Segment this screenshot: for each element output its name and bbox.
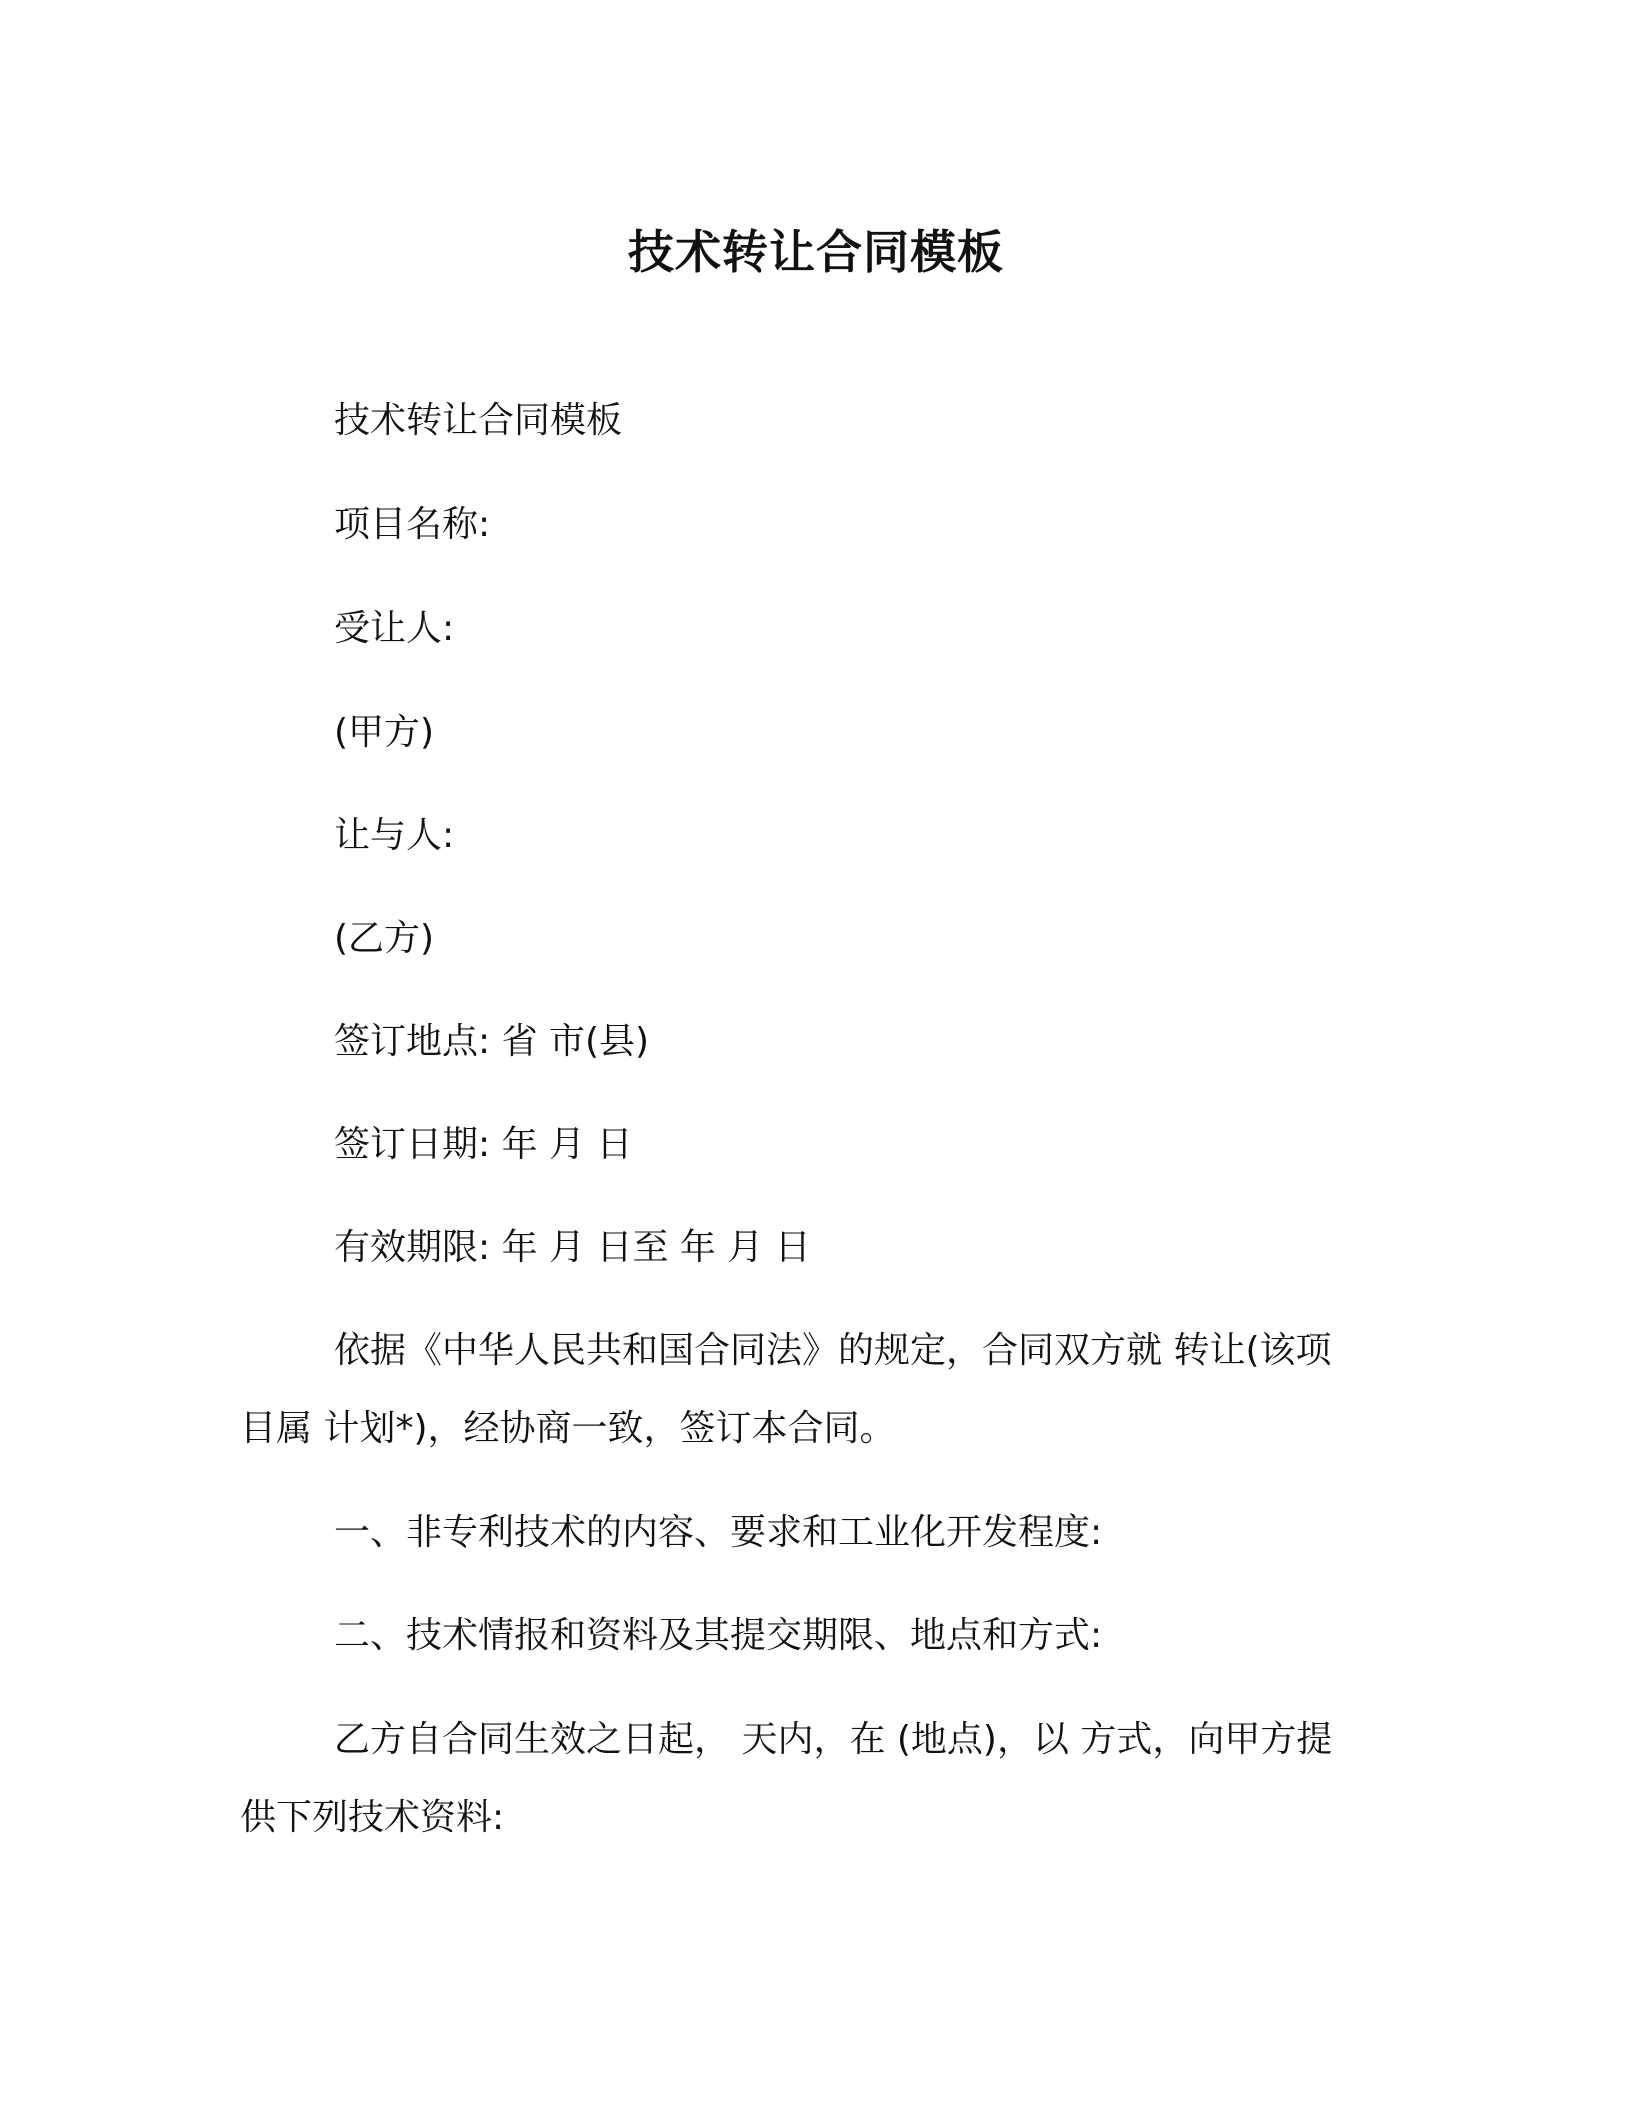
project-name-line: 项目名称:: [334, 504, 491, 545]
subtitle-line: 技术转让合同模板: [334, 400, 623, 441]
signing-date-line: 签订日期: 年 月 日: [334, 1124, 633, 1165]
transferor-line: 让与人:: [334, 815, 455, 856]
section-1-heading: 一、非专利技术的内容、要求和工业化开发程度:: [334, 1512, 1103, 1553]
section-2-heading: 二、技术情报和资料及其提交期限、地点和方式:: [334, 1615, 1103, 1656]
party-a-line: (甲方): [334, 712, 435, 753]
transferee-line: 受让人:: [334, 608, 455, 649]
signing-place-line: 签订地点: 省 市(县): [334, 1021, 650, 1062]
delivery-paragraph: 乙方自合同生效之日起， 天内，在 (地点)，以 方式，向甲方提供下列技术资料:: [240, 1719, 1333, 1838]
validity-period-line: 有效期限: 年 月 日至 年 月 日: [334, 1227, 811, 1268]
party-b-line: (乙方): [334, 918, 435, 959]
basis-paragraph: 依据《中华人民共和国合同法》的规定，合同双方就 转让(该项目属 计划*)，经协商一致，签订本合同。: [240, 1330, 1332, 1449]
document-title: 技术转让合同模板: [628, 225, 1004, 279]
